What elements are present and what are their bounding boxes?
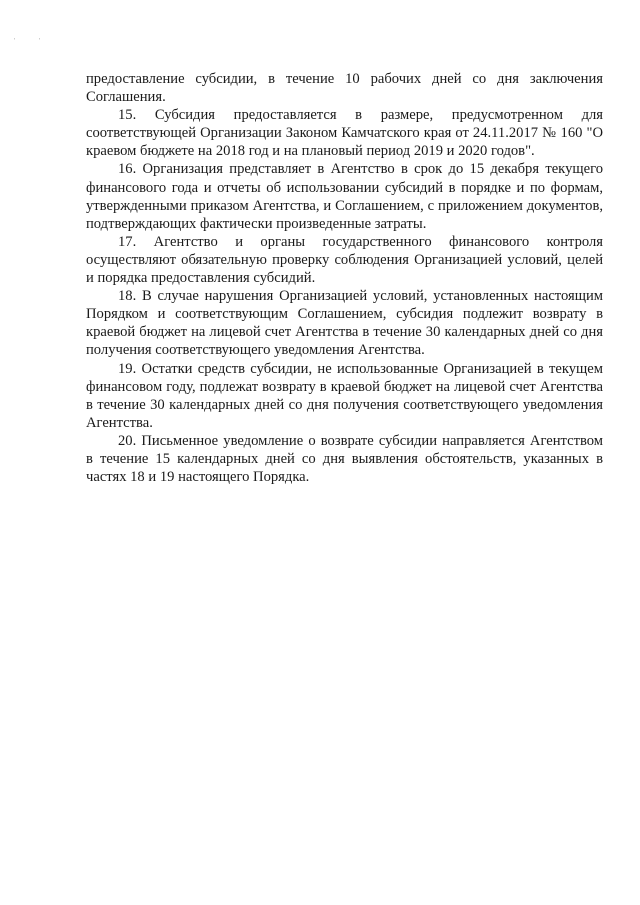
paragraph-15: 15. Субсидия предоставляется в размере, предусмотренном для соответствующей Организации Законом Камчатского края от 24.11.2017 № 160 "О краевом бюджете на 2018 год и на плановый период 2019 и 2020 годов". <box>86 107 603 160</box>
paragraph-18: 18. В случае нарушения Организацией условий, установленных настоящим Порядком и соответствующим Соглашением, субсидия подлежит возврату в краевой бюджет на лицевой счет Агентства в течение 30 календарных дней со дня получения соответствующего уведомления Агентства. <box>86 288 603 359</box>
document-body <box>86 70 603 486</box>
paragraph-17: 17. Агентство и органы государственного финансового контроля осуществляют обязательную проверку соблюдения Организацией условий, целей и порядка предоставления субсидий. <box>86 233 603 287</box>
paragraph-continuation: предоставление субсидии, в течение 10 рабочих дней со дня заключения Соглашения. <box>86 71 603 106</box>
paragraph-20: 20. Письменное уведомление о возврате субсидии направляется Агентством в течение 15 календарных дней со дня выявления обстоятельств, указанных в частях 18 и 19 настоящего Порядка. <box>86 432 603 486</box>
paragraph-19: 19. Остатки средств субсидии, не использованные Организацией в текущем финансовом году, подлежат возврату в краевой бюджет на лицевой счет Агентства в течение 30 календарных дней со дня получения соответствующего уведомления Агентства. <box>86 360 603 431</box>
paragraph-16: 16. Организация представляет в Агентство в срок до 15 декабря текущего финансового года и отчеты об использовании субсидий в порядке и по формам, утвержденными приказом Агентства, и Соглашением, с приложением документов, подтверждающих фактически произведенные затраты. <box>86 161 603 232</box>
scan-mark: ' <box>14 38 16 44</box>
scan-mark: ' <box>39 38 41 44</box>
